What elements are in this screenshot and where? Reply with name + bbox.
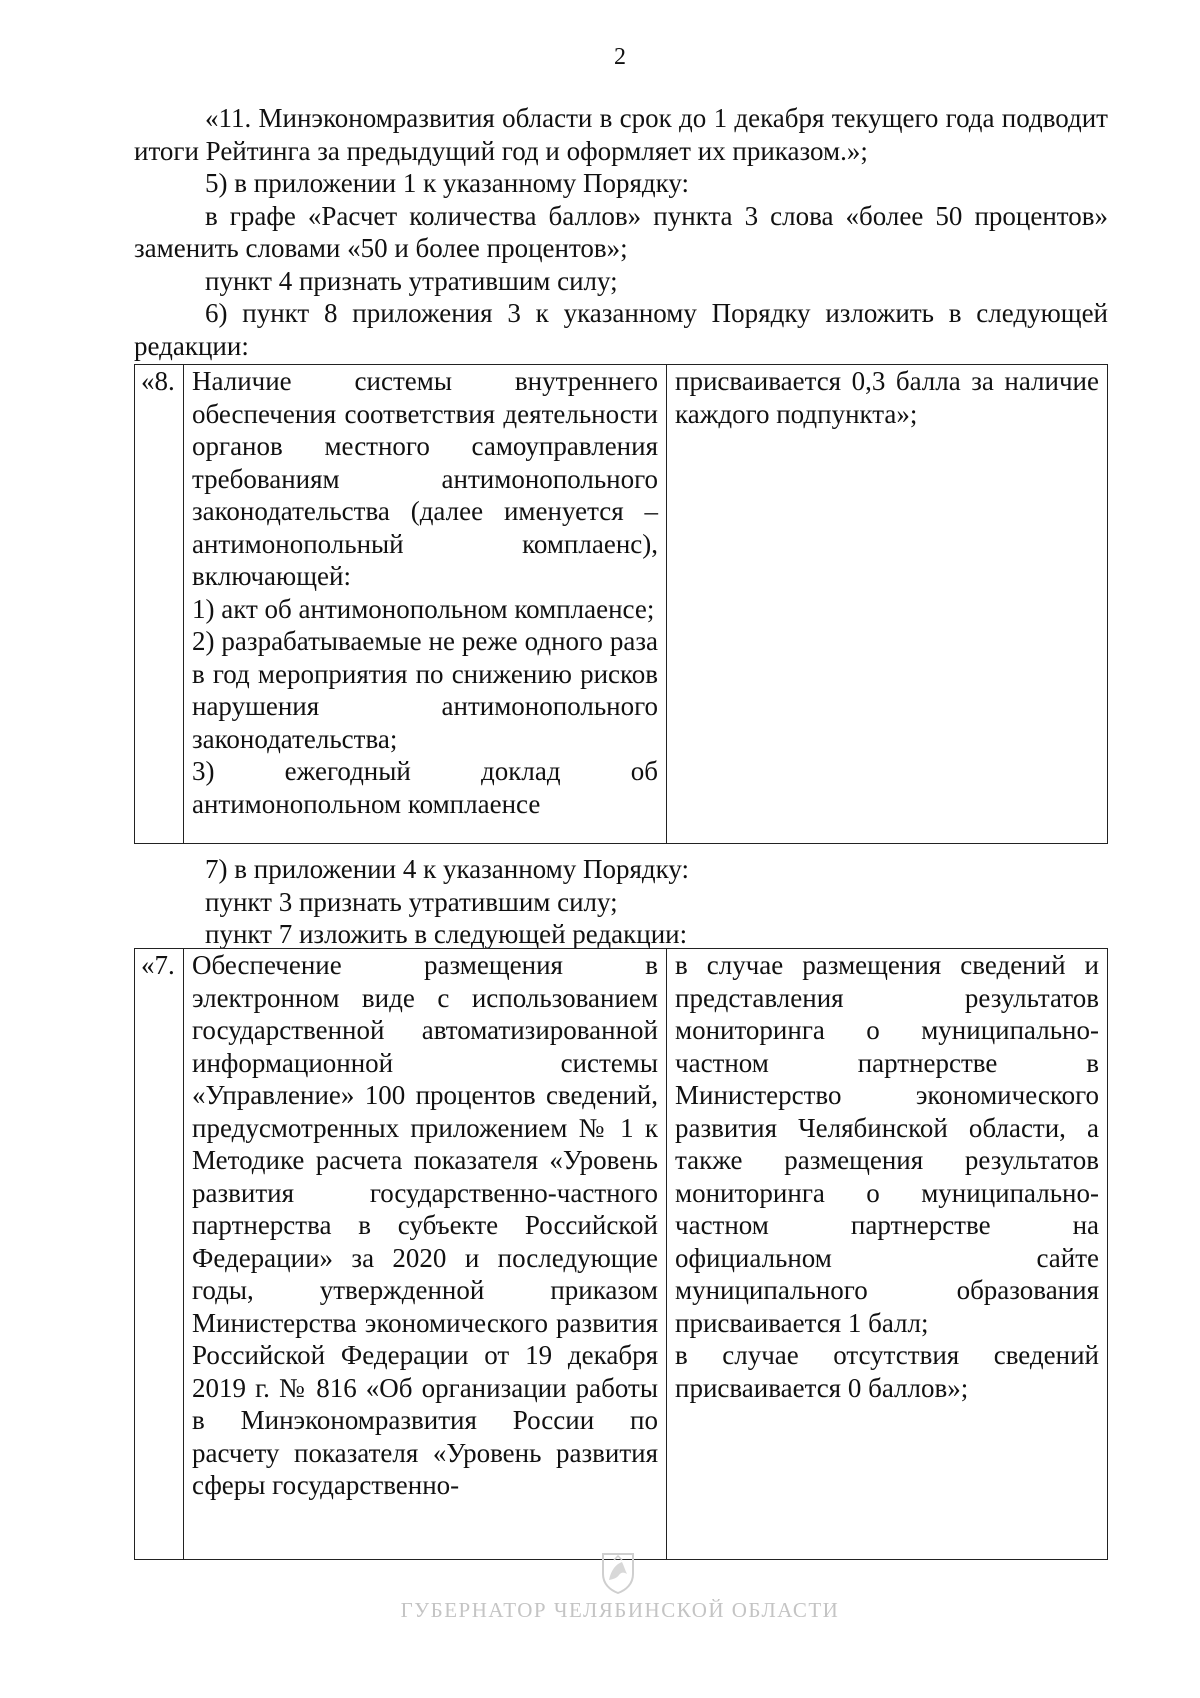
table-row: [135, 365, 1108, 844]
page-number: 2: [614, 44, 626, 70]
criterion-subitem-2: 2) разрабатываемые не реже одного раза в год мероприятия по снижению рисков нарушения антимонопольного законодательства;: [192, 626, 658, 754]
governor-stamp-text: ГУБЕРНАТОР ЧЕЛЯБИНСКОЙ ОБЛАСТИ: [400, 1598, 840, 1622]
criterion-subitem-1: 1) акт об антимонопольном комплаенсе;: [192, 593, 655, 624]
paragraph-appendix-1: 5) в приложении 1 к указанному Порядку:: [205, 168, 690, 198]
criterion-main-text: Наличие системы внутреннего обеспечения соответствия деятельности органов местного самоуправления требованиям антимонопольного законодательства (далее именуется – антимонопольный комплаенс), включающей:: [192, 366, 658, 591]
criteria-table-8: [134, 364, 1108, 844]
criterion-subitem-3: 3) ежегодный доклад об антимонопольном комплаенсе: [192, 756, 658, 819]
paragraph-point-3-void: пункт 3 признать утратившим силу;: [205, 886, 618, 917]
score-text-negative: в случае отсутствия сведений присваивается 0 баллов»;: [675, 1340, 1099, 1403]
paragraph-appendix-4: 7) в приложении 4 к указанному Порядку:: [205, 854, 690, 884]
paragraph-appendix-3: 6) пункт 8 приложения 3 к указанному Порядку изложить в следующей редакции:: [134, 298, 1108, 361]
paragraph-point-4-void: пункт 4 признать утратившим силу;: [205, 265, 618, 296]
criteria-table-7: [134, 948, 1108, 1560]
coat-of-arms-icon: [600, 1550, 636, 1594]
paragraph-item-11: «11. Минэкономразвития области в срок до 1 декабря текущего года подводит итоги Рейтинга за предыдущий год и оформляет их приказом.»;: [134, 103, 1108, 166]
paragraph-replace-words: в графе «Расчет количества баллов» пункта 3 слова «более 50 процентов» заменить словами «50 и более процентов»;: [134, 200, 1108, 263]
criterion-main-text: Обеспечение размещения в электронном виде с использованием государственной автоматизированной информационной системы «Управление» 100 процентов сведений, предусмотренных приложением № 1 к Методике расчета показателя «Уровень развития государственно-частного партнерства в субъекте Российской Федерации» за 2020 и последующие годы, утвержденной приказом Министерства экономического развития Российской Федерации от 19 декабря 2019 г. № 816 «Об организации работы в Минэкономразвития России по расчету показателя «Уровень развития сферы государственно-: [192, 950, 658, 1500]
middle-text: [134, 853, 1108, 951]
score-calculation: [667, 949, 1108, 1560]
intro-text: [134, 102, 1108, 362]
row-number: «7.: [135, 949, 184, 1560]
criterion-description: [184, 365, 667, 844]
score-text-positive: в случае размещения сведений и представления результатов мониторинга о муниципально-частном партнерстве в Министерство экономического развития Челябинской области, а также размещения результатов мониторинга о муниципально-частном партнерстве на официальном сайте муниципального образования присваивается 1 балл;: [675, 950, 1099, 1338]
score-calculation: [667, 365, 1108, 844]
criterion-description: [184, 949, 667, 1560]
score-text: присваивается 0,3 балла за наличие каждого подпункта»;: [675, 366, 1099, 429]
row-number: «8.: [135, 365, 184, 844]
table-row: [135, 949, 1108, 1560]
paragraph-point-7-new: пункт 7 изложить в следующей редакции:: [205, 919, 688, 949]
